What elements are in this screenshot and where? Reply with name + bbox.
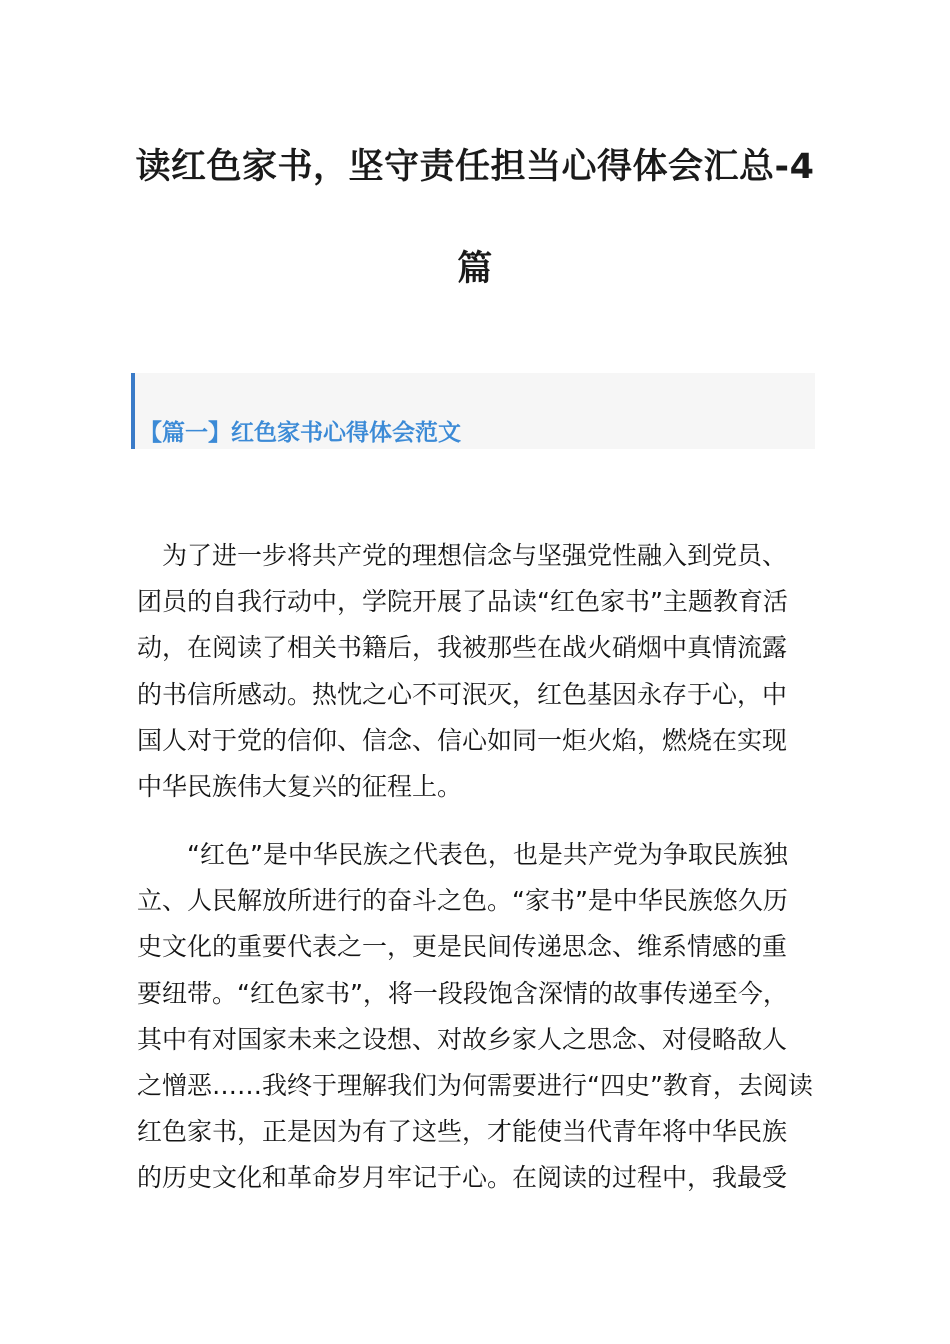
paragraph-line: 中华民族伟大复兴的征程上。 [137, 771, 463, 801]
paragraph-line: 之憎恶……我终于理解我们为何需要进行“四史”教育，去阅读 [137, 1070, 813, 1100]
paragraph-line: 团员的自我行动中，学院开展了品读“红色家书”主题教育活 [137, 587, 788, 617]
paragraph-line: 立、人民解放所进行的奋斗之色。“家书”是中华民族悠久历 [137, 886, 788, 916]
document-title-line-1: 读红色家书，坚守责任担当心得体会汇总-4 [135, 147, 815, 187]
paragraph-line: 动，在阅读了相关书籍后，我被那些在战火硝烟中真情流露 [137, 633, 788, 663]
paragraph-line: 为了进一步将共产党的理想信念与坚强党性融入到党员、 [137, 541, 788, 570]
paragraph-line: 的书信所感动。热忱之心不可泯灭，红色基因永存于心，中 [137, 679, 788, 709]
paragraph-line: 要纽带。“红色家书”，将一段段饱含深情的故事传递至今， [137, 978, 788, 1008]
section-heading-box [131, 373, 815, 449]
paragraph-line: “红色”是中华民族之代表色，也是共产党为争取民族独 [137, 840, 788, 869]
paragraph-line: 其中有对国家未来之设想、对故乡家人之思念、对侵略敌人 [137, 1024, 788, 1054]
body-paragraph-2 [137, 832, 817, 1202]
paragraph-line: 国人对于党的信仰、信念、信心如同一炬火焰，燃烧在实现 [137, 725, 788, 755]
paragraph-line: 的历史文化和革命岁月牢记于心。在阅读的过程中，我最受 [137, 1163, 788, 1193]
paragraph-line: 红色家书，正是因为有了这些，才能使当代青年将中华民族 [137, 1117, 788, 1147]
paragraph-line: 史文化的重要代表之一，更是民间传递思念、维系情感的重 [137, 932, 788, 962]
body-paragraph-1 [137, 533, 817, 810]
section-heading: 【篇一】红色家书心得体会范文 [139, 420, 461, 446]
document-title-line-2: 篇 [457, 249, 493, 289]
